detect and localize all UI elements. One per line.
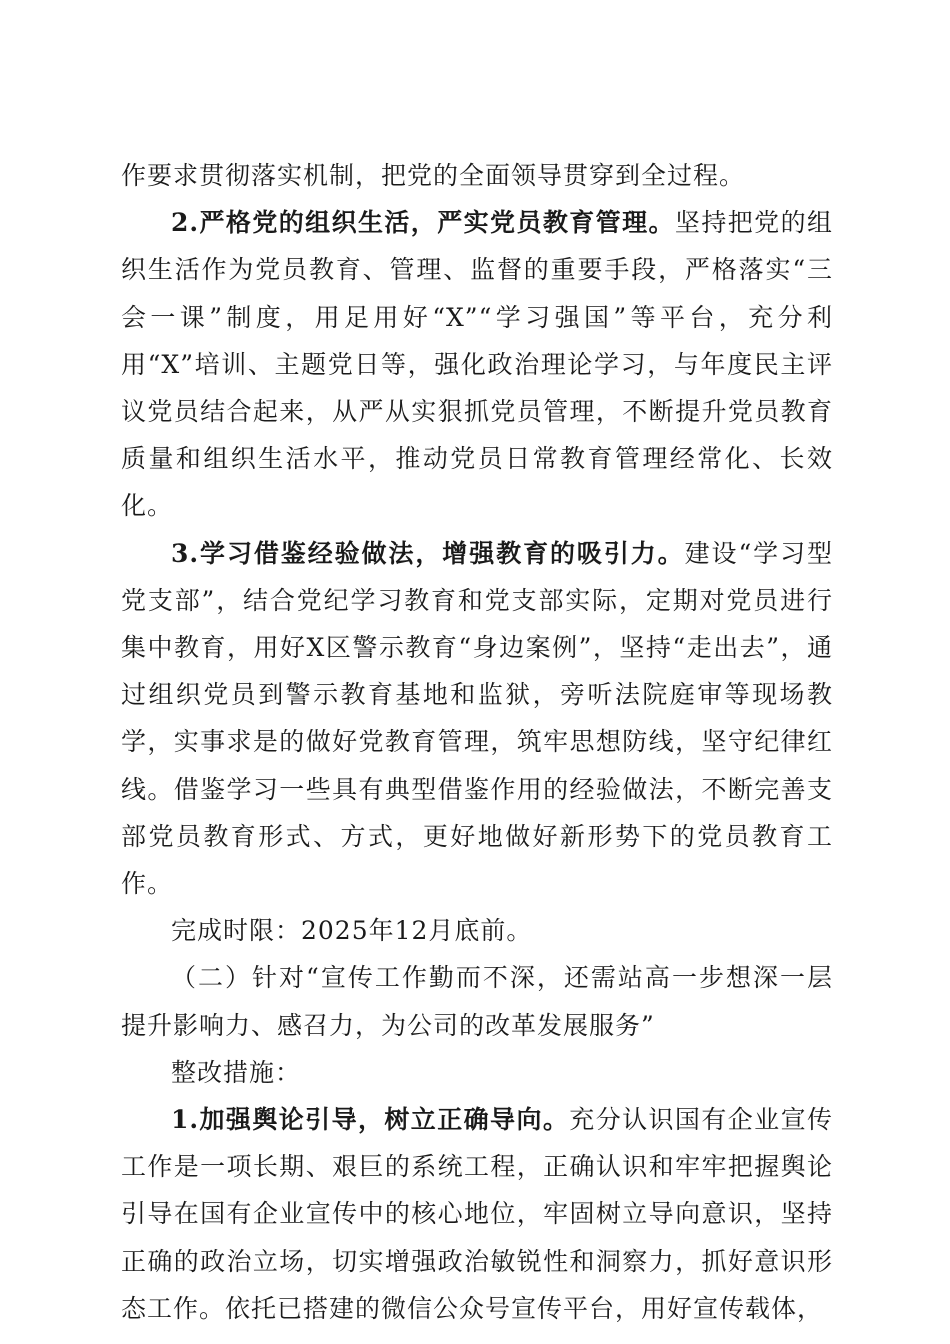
paragraph-measure-1	[121, 1096, 833, 1332]
paragraph-text: 完成时限：2025年12月底前。	[171, 916, 533, 946]
paragraph-measure-3	[121, 530, 833, 908]
paragraph-text: （二）针对“宣传工作勤而不深，还需站高一步想深一层提升影响力、感召力，为公司的改革发展服务”	[121, 963, 833, 1040]
paragraph-measure-2	[121, 199, 833, 529]
paragraph-heading: 1.加强舆论引导，树立正确导向。	[171, 1105, 570, 1135]
paragraph-text: 建设“学习型党支部”，结合党纪学习教育和党支部实际，定期对党员进行集中教育，用好X区警示教育“身边案例”，坚持“走出去”，通过组织党员到警示教育基地和监狱，旁听法院庭审等现场教学，实事求是的做好党教育管理，筑牢思想防线，坚守纪律红线。借鉴学习一些具有典型借鉴作用的经验做法，不断完善支部党员教育形式、方式，更好地做好新形势下的党员教育工作。	[121, 538, 833, 899]
paragraph-text: 充分认识国有企业宣传工作是一项长期、艰巨的系统工程，正确认识和牢牢把握舆论引导在国有企业宣传中的核心地位，牢固树立导向意识，坚持正确的政治立场，切实增强政治敏锐性和洞察力，抓好意识形态工作。依托已搭建的微信公众号宣传平台，用好宣传载体，	[121, 1105, 833, 1323]
paragraph-heading: 3.学习借鉴经验做法，增强教育的吸引力。	[171, 538, 685, 568]
paragraph-deadline	[121, 907, 833, 954]
paragraph-text: 作要求贯彻落实机制，把党的全面领导贯穿到全过程。	[121, 161, 746, 190]
paragraph-measures-label	[121, 1049, 833, 1096]
paragraph-continuation	[121, 152, 833, 199]
paragraph-text: 整改措施：	[171, 1057, 302, 1087]
paragraph-heading: 2.严格党的组织生活，严实党员教育管理。	[171, 208, 675, 238]
paragraph-text: 坚持把党的组织生活作为党员教育、管理、监督的重要手段，严格落实“三会一课”制度，用足用好“X”“学习强国”等平台，充分利用“X”培训、主题党日等，强化政治理论学习，与年度民主评议党员结合起来，从严从实狠抓党员管理，不断提升党员教育质量和组织生活水平，推动党员日常教育管理经常化、长效化。	[121, 208, 833, 521]
paragraph-section-heading	[121, 954, 833, 1048]
document-body	[121, 152, 833, 1332]
